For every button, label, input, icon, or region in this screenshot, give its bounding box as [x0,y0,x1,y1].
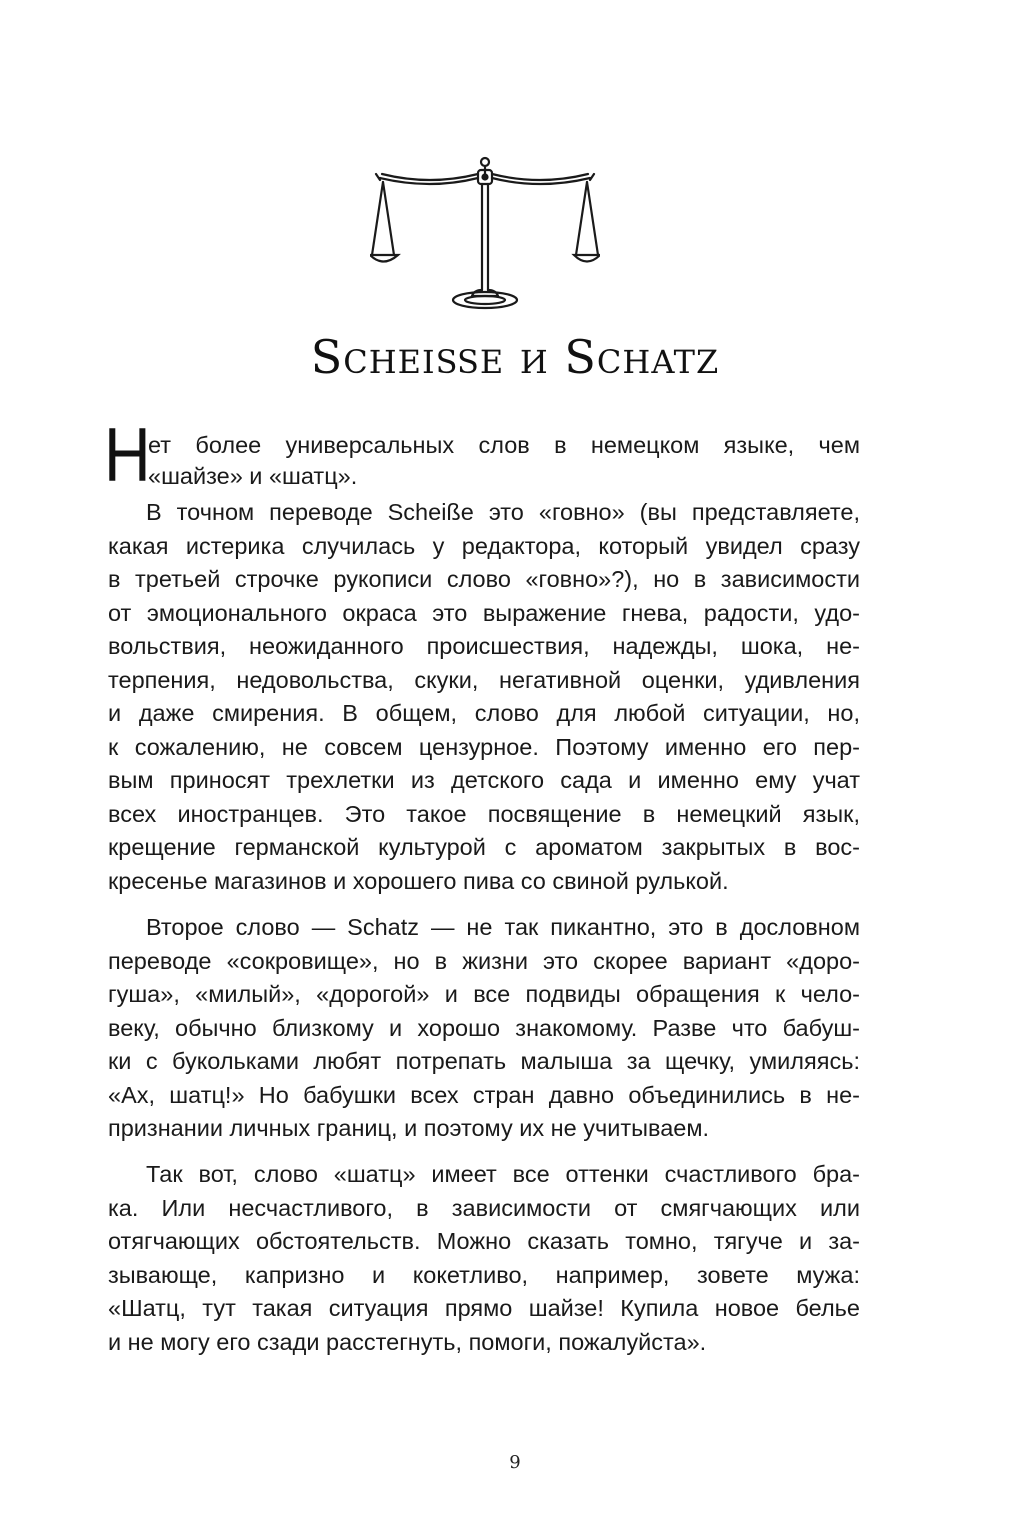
text-line: Второе слово — Schatz — не так пикантно, это в дословном [146,914,860,940]
text-line: гуша», «милый», «дорогой» и все подвиды обращения к чело- [108,981,860,1007]
drop-cap: Н [104,413,151,498]
scales-of-justice-icon [370,150,600,315]
text-line: всех иностранцев. Это такое посвящение в немецкий язык, [108,800,860,827]
text-line: и не могу его сзади расстегнуть, помоги, пожалуйста». [108,1328,707,1355]
text-line: вым приносят трехлетки из детского сада и именно ему учат [108,767,860,793]
text-line: вольствия, неожиданного происшествия, надежды, шока, не- [108,633,860,659]
text-line: ет более универсальных слов в немецком языке, чем [148,432,860,458]
text-line: веку, обычно близкому и хорошо знакомому. Разве что бабуш- [108,1014,860,1041]
text-line: признании личных границ, и поэтому их не учитываем. [108,1115,710,1141]
text-line: В точном переводе Scheiße это «говно» (вы представляете, [146,499,860,525]
page-number: 9 [509,1452,521,1473]
text-line: какая истерика случилась у редактора, который увидел сразу [108,532,860,559]
chapter-title: Scheiße и Schatz [310,330,720,384]
text-line: «Шатц, тут такая ситуация прямо шайзе! Купила новое белье [108,1295,860,1321]
text-line: ка. Или несчастливого, в зависимости от смягчающих или [108,1194,860,1221]
text-line: ки с букольками любят потрепать малыша за щечку, умиляясь: [108,1048,860,1074]
text-line: и даже смирения. В общем, слово для любой ситуации, но, [108,700,860,726]
text-line: отягчающих обстоятельств. Можно сказать томно, тягуче и за- [108,1228,860,1254]
text-line: к сожалению, не совсем цензурное. Поэтому именно его пер- [108,733,860,760]
text-line: от эмоционального окраса это выражение гнева, радости, удо- [108,599,860,626]
text-line: Так вот, слово «шатц» имеет все оттенки счастливого бра- [146,1161,860,1187]
text-line: терпения, недовольства, скуки, негативной оценки, удивления [108,666,860,693]
text-line: «шайзе» и «шатц». [148,463,358,489]
text-line: «Ах, шатц!» Но бабушки всех стран давно объединились в не- [108,1081,860,1108]
text-line: зывающе, капризно и кокетливо, например, зовете мужа: [108,1261,860,1288]
text-line: переводе «сокровище», но в жизни это скорее вариант «доро- [108,947,860,974]
text-line: кресенье магазинов и хорошего пива со свиной рулькой. [108,867,729,894]
text-line: в третьей строчке рукописи слово «говно»?), но в зависимости [108,566,860,592]
text-line: крещение германской культурой с ароматом закрытых в вос- [108,834,860,860]
